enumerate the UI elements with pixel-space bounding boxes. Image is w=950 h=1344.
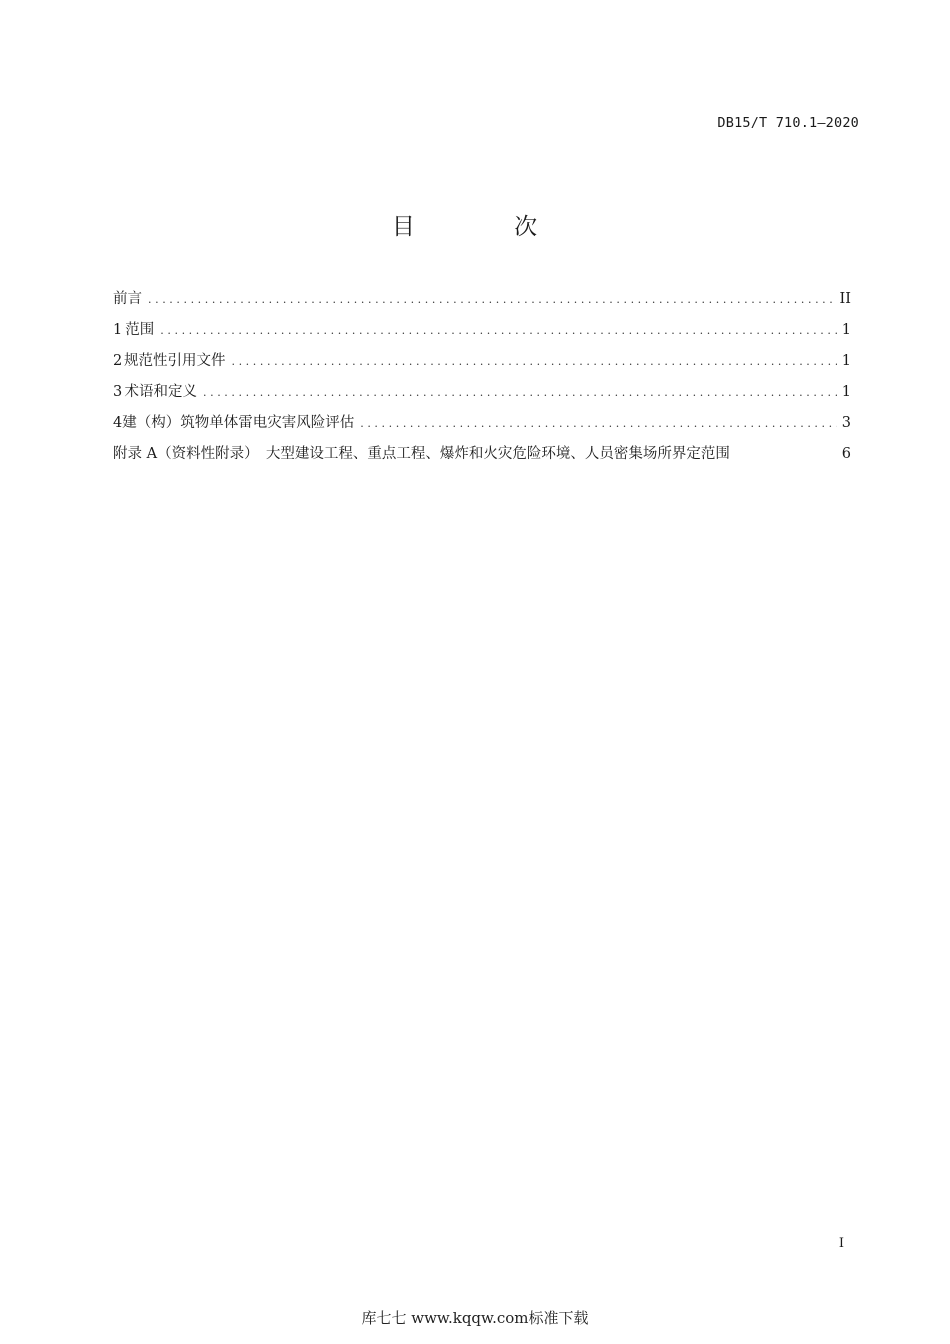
toc-entry-label: 建（构）筑物单体雷电灾害风险评估 (122, 415, 355, 431)
toc-entry-label: 范围 (125, 322, 155, 338)
toc-entry-number: 1 (113, 322, 123, 338)
toc-entry-number: 3 (113, 384, 123, 400)
footer-watermark: 库七七 www.kqqw.com标准下载 (361, 1309, 589, 1327)
toc-entry-label: 规范性引用文件 (123, 353, 226, 369)
dot-leader (203, 386, 837, 399)
toc-entry-page: 6 (841, 446, 851, 462)
toc-entry-foreword[interactable] (113, 287, 851, 318)
toc-title: 目 次 (391, 214, 584, 240)
dot-leader (160, 324, 836, 337)
toc-entry-page: 1 (841, 384, 851, 400)
toc-entry-page: 1 (841, 322, 851, 338)
toc-entry-lightning-risk-assessment[interactable] (113, 411, 851, 442)
toc-entry-label: 附录 A（资料性附录） 大型建设工程、重点工程、爆炸和火灾危险环境、人员密集场所界定范围 (113, 446, 730, 462)
toc-entry-label: 前言 (113, 291, 142, 307)
toc-entry-scope[interactable] (113, 318, 851, 349)
toc-entry-number: 2 (113, 353, 123, 369)
dot-leader (231, 355, 836, 368)
toc-entry-normative-references[interactable] (113, 349, 851, 380)
page-number: I (838, 1236, 844, 1251)
table-of-contents (113, 287, 851, 473)
toc-entry-number: 4 (113, 415, 123, 431)
toc-entry-page: 1 (841, 353, 851, 369)
toc-entry-annex-a[interactable] (113, 442, 851, 473)
dot-leader (148, 293, 835, 306)
toc-entry-label: 术语和定义 (124, 384, 198, 400)
dot-leader (360, 417, 837, 430)
toc-entry-page: 3 (841, 415, 851, 431)
document-code: DB15/T 710.1—2020 (717, 115, 859, 131)
toc-entry-page: II (839, 291, 851, 307)
toc-entry-terms-definitions[interactable] (113, 380, 851, 411)
